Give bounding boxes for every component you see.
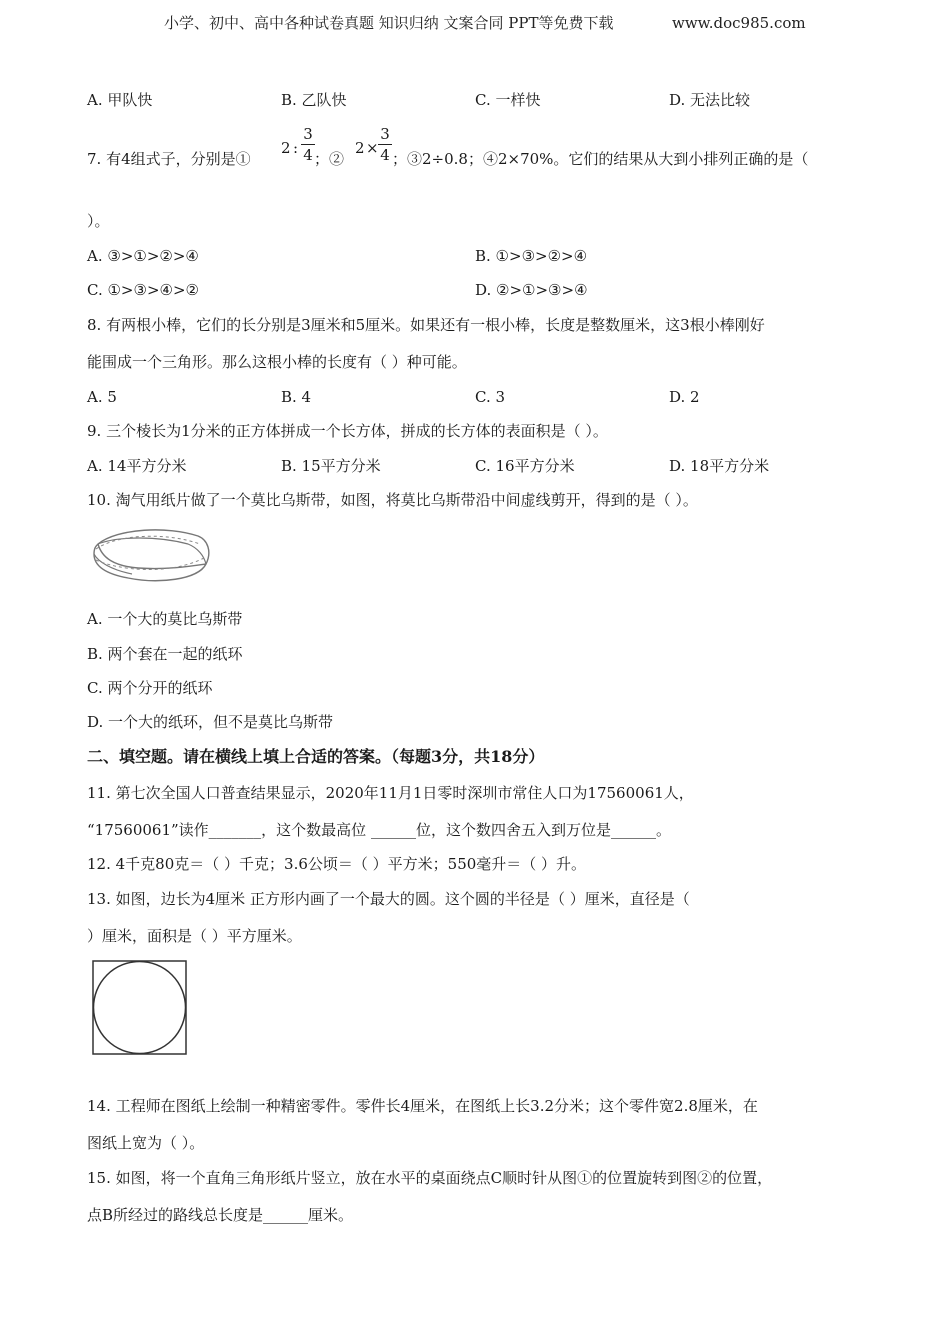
q7-sep1: ；② [314, 150, 345, 168]
q10-option-d: D. 一个大的纸环，但不是莫比乌斯带 [87, 713, 334, 731]
q7-option-d: D. ②>①>③>④ [475, 281, 588, 299]
q8-option-b: B. 4 [281, 388, 312, 406]
q7-expr1-int: 2 [281, 139, 291, 157]
q9-line1: 9. 三个棱长为1分米的正方体拼成一个长方体，拼成的长方体的表面积是（ ）。 [87, 422, 608, 440]
q7-option-a: A. ③>①>②>④ [87, 247, 199, 265]
q7-frac2-num: 3 [380, 125, 390, 143]
q13-line2: ）厘米，面积是（ ）平方厘米。 [87, 927, 302, 945]
q9-option-a: A. 14平方分米 [87, 457, 187, 475]
q7-expr2-int: 2 [355, 139, 365, 157]
q8-line2: 能围成一个三角形。那么这根小棒的长度有（ ）种可能。 [87, 353, 467, 371]
q6-option-b: B. 乙队快 [281, 91, 347, 109]
section2-title: 二、填空题。请在横线上填上合适的答案。（每题3分，共18分） [87, 747, 545, 766]
header-left: 小学、初中、高中各种试卷真题 知识归纳 文案合同 PPT等免费下载 [164, 14, 614, 32]
q10-line1: 10. 淘气用纸片做了一个莫比乌斯带，如图，将莫比乌斯带沿中间虚线剪开，得到的是（ ）。 [87, 491, 698, 509]
q15-line2: 点B所经过的路线总长度是______厘米。 [87, 1206, 354, 1224]
q7-fraction-1 [301, 125, 315, 164]
q6-option-a: A. 甲队快 [87, 91, 153, 109]
mobius-strip-figure [88, 522, 212, 588]
header-url: www.doc985.com [672, 14, 806, 32]
q10-option-b: B. 两个套在一起的纸环 [87, 645, 243, 663]
q12-line1: 12. 4千克80克＝（ ）千克；3.6公顷＝（ ）平方米；550毫升＝（ ）升。 [87, 855, 587, 873]
q10-option-a: A. 一个大的莫比乌斯带 [87, 610, 243, 628]
q15-line1: 15. 如图，将一个直角三角形纸片竖立，放在水平的桌面绕点C顺时针从图①的位置旋转到图②的位置， [87, 1169, 773, 1187]
q9-option-b: B. 15平方分米 [281, 457, 381, 475]
q7-line2: ）。 [87, 212, 110, 230]
q7-expr1-op: : [293, 139, 299, 157]
q8-option-a: A. 5 [87, 388, 117, 406]
q14-line1: 14. 工程师在图纸上绘制一种精密零件。零件长4厘米，在图纸上长3.2分米；这个零件宽2.8厘米，在 [87, 1097, 758, 1115]
q11-line2: “17560061”读作_______，这个数最高位 ______位，这个数四舍五入到万位是______。 [87, 821, 671, 839]
q10-option-c: C. 两个分开的纸环 [87, 679, 213, 697]
q7-fraction-2 [378, 125, 392, 164]
square-circle-figure [92, 960, 188, 1056]
q9-option-d: D. 18平方分米 [669, 457, 770, 475]
q7-expr2-op: × [366, 139, 379, 157]
q14-line2: 图纸上宽为（ ）。 [87, 1134, 205, 1152]
q6-option-c: C. 一样快 [475, 91, 541, 109]
q8-line1: 8. 有两根小棒，它们的长分别是3厘米和5厘米。如果还有一根小棒，长度是整数厘米，这3根小棒刚好 [87, 316, 765, 334]
q8-option-c: C. 3 [475, 388, 506, 406]
q11-line1: 11. 第七次全国人口普查结果显示，2020年11月1日零时深圳市常住人口为17560061人， [87, 784, 694, 802]
q6-option-d: D. 无法比较 [669, 91, 751, 109]
q9-option-c: C. 16平方分米 [475, 457, 575, 475]
q13-line1: 13. 如图，边长为4厘米 正方形内画了一个最大的圆。这个圆的半径是（ ）厘米，直径是（ [87, 890, 690, 908]
q7-frac1-num: 3 [303, 125, 313, 143]
q8-option-d: D. 2 [669, 388, 700, 406]
q7-option-c: C. ①>③>④>② [87, 281, 199, 299]
q7-option-b: B. ①>③>②>④ [475, 247, 588, 265]
q7-suffix: ；③2÷0.8；④2×70%。它们的结果从大到小排列正确的是（ [392, 150, 809, 168]
q7-frac1-den: 4 [303, 146, 313, 164]
q7-prefix: 7. 有4组式子，分别是① [87, 150, 251, 168]
q7-frac2-den: 4 [380, 146, 390, 164]
